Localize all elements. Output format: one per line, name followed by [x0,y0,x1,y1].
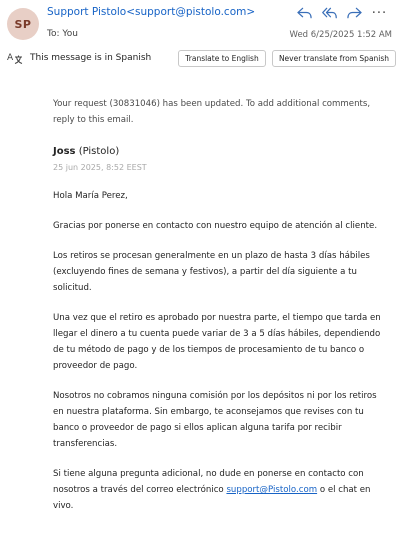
reply-icon [297,6,312,20]
message-actions [292,3,392,23]
greeting: Hola María Perez, [53,191,128,201]
comment-timestamp: 25 jun 2025, 8:52 EEST [53,163,147,172]
reply-button[interactable] [292,3,317,23]
author-name: Joss [53,146,76,157]
update-note: Your request (30831046) has been updated. To add additional comments, reply to this email. [53,99,371,125]
paragraph-timing: Una vez que el retiro es aprobado por nuestra parte, el tiempo que tarda en llegar el dinero a tu cuenta puede variar de 3 a 5 días hábiles, dependiendo de tu método de pago y de los tiempos de procesamiento de tu banco o proveedor de pago. [53,313,381,371]
paragraph-contact [53,466,388,514]
sender-name: Support Pistolo [47,6,127,18]
to-label: To: [47,29,60,39]
translation-bar [0,48,400,70]
avatar[interactable]: SP [7,8,39,40]
support-email-link[interactable]: support@Pistolo.com [226,485,318,495]
forward-icon [347,6,362,20]
forward-button[interactable] [342,3,367,23]
message-header [0,0,400,44]
paragraph-thanks: Gracias por ponerse en contacto con nuestro equipo de atención al cliente. [53,221,378,231]
recipient-line [47,29,78,39]
paragraph-fees: Nosotros no cobramos ninguna comisión por los depósitos ni por los retiros en nuestra plataforma. Sin embargo, te aconsejamos que revises con tu banco o proveedor de pago si ellos aplican alguna tarifa por recibir transferencias. [53,391,377,449]
sender[interactable] [47,6,255,18]
reply-all-icon [322,6,337,20]
author-org: (Pistolo) [78,146,120,157]
contact-text-before: Si tiene alguna pregunta adicional, no dude en ponerse en contacto con nosotros a través del correo electrónico [53,469,364,495]
paragraph-processing: Los retiros se procesan generalmente en un plazo de hasta 3 días hábiles (excluyendo fines de semana y festivos), a partir del día siguiente a tu solicitud. [53,251,370,293]
translation-message: This message is in Spanish [30,53,152,63]
never-translate-button[interactable]: Never translate from Spanish [272,50,396,67]
more-actions-button[interactable] [367,3,392,23]
message-body [53,96,388,514]
translate-to-english-button[interactable]: Translate to English [178,50,266,67]
to-value[interactable]: You [62,29,78,39]
translate-icon [7,51,23,66]
svg-text:A: A [7,53,14,63]
message-date: Wed 6/25/2025 1:52 AM [289,30,392,40]
more-icon: ··· [371,5,388,21]
sender-address: <support@pistolo.com> [126,6,256,18]
comment-author [53,145,388,159]
contact-text-after: o el chat en vivo. [53,485,371,511]
reply-all-button[interactable] [317,3,342,23]
